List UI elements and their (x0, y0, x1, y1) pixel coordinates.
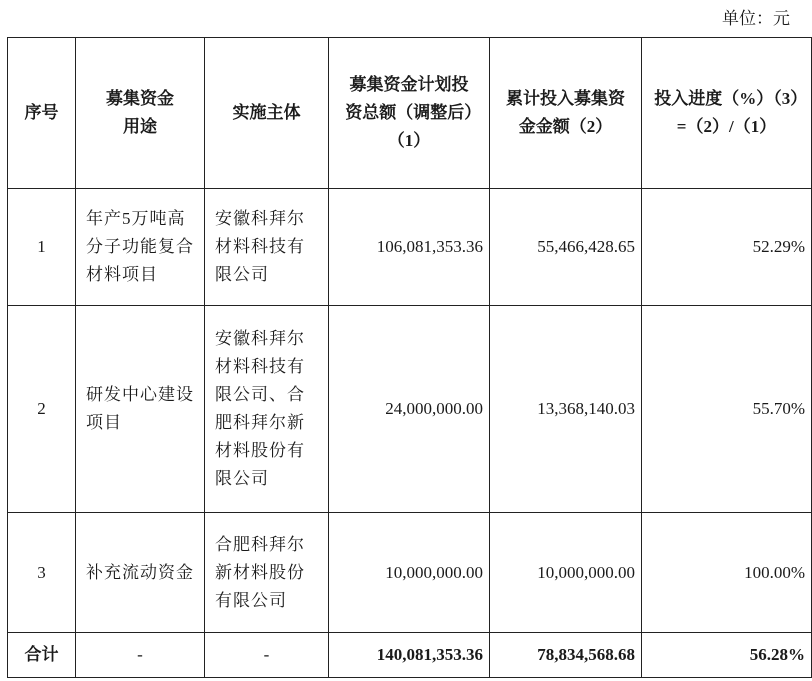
header-progress: 投入进度（%）（3）=（2）/（1） (642, 38, 812, 189)
header-row (8, 38, 812, 189)
unit-label: 单位：元 (722, 9, 790, 28)
fund-usage-table (7, 37, 812, 678)
header-entity: 实施主体 (205, 38, 329, 189)
row-no: 3 (8, 513, 76, 633)
row-entity: 安徽科拜尔材料科技有限公司、合肥科拜尔新材料股份有限公司 (205, 306, 329, 513)
row-invested: 10,000,000.00 (490, 513, 642, 633)
row-use: 年产5万吨高分子功能复合材料项目 (76, 189, 205, 306)
row-entity: 合肥科拜尔新材料股份有限公司 (205, 513, 329, 633)
total-progress: 56.28% (642, 633, 812, 678)
row-use: 研发中心建设项目 (76, 306, 205, 513)
total-use: - (76, 633, 205, 678)
header-planned: 募集资金计划投资总额（调整后）（1） (329, 38, 490, 189)
row-progress: 55.70% (642, 306, 812, 513)
total-row (8, 633, 812, 678)
row-planned: 106,081,353.36 (329, 189, 490, 306)
row-use: 补充流动资金 (76, 513, 205, 633)
total-invested: 78,834,568.68 (490, 633, 642, 678)
row-no: 1 (8, 189, 76, 306)
total-entity: - (205, 633, 329, 678)
total-label: 合计 (8, 633, 76, 678)
table-row (8, 513, 812, 633)
total-planned: 140,081,353.36 (329, 633, 490, 678)
row-planned: 10,000,000.00 (329, 513, 490, 633)
row-progress: 100.00% (642, 513, 812, 633)
header-use: 募集资金用途 (76, 38, 205, 189)
row-invested: 55,466,428.65 (490, 189, 642, 306)
table-row (8, 306, 812, 513)
row-invested: 13,368,140.03 (490, 306, 642, 513)
row-no: 2 (8, 306, 76, 513)
row-entity: 安徽科拜尔材料科技有限公司 (205, 189, 329, 306)
header-invested: 累计投入募集资金金额（2） (490, 38, 642, 189)
row-planned: 24,000,000.00 (329, 306, 490, 513)
table-row (8, 189, 812, 306)
header-no: 序号 (8, 38, 76, 189)
row-progress: 52.29% (642, 189, 812, 306)
